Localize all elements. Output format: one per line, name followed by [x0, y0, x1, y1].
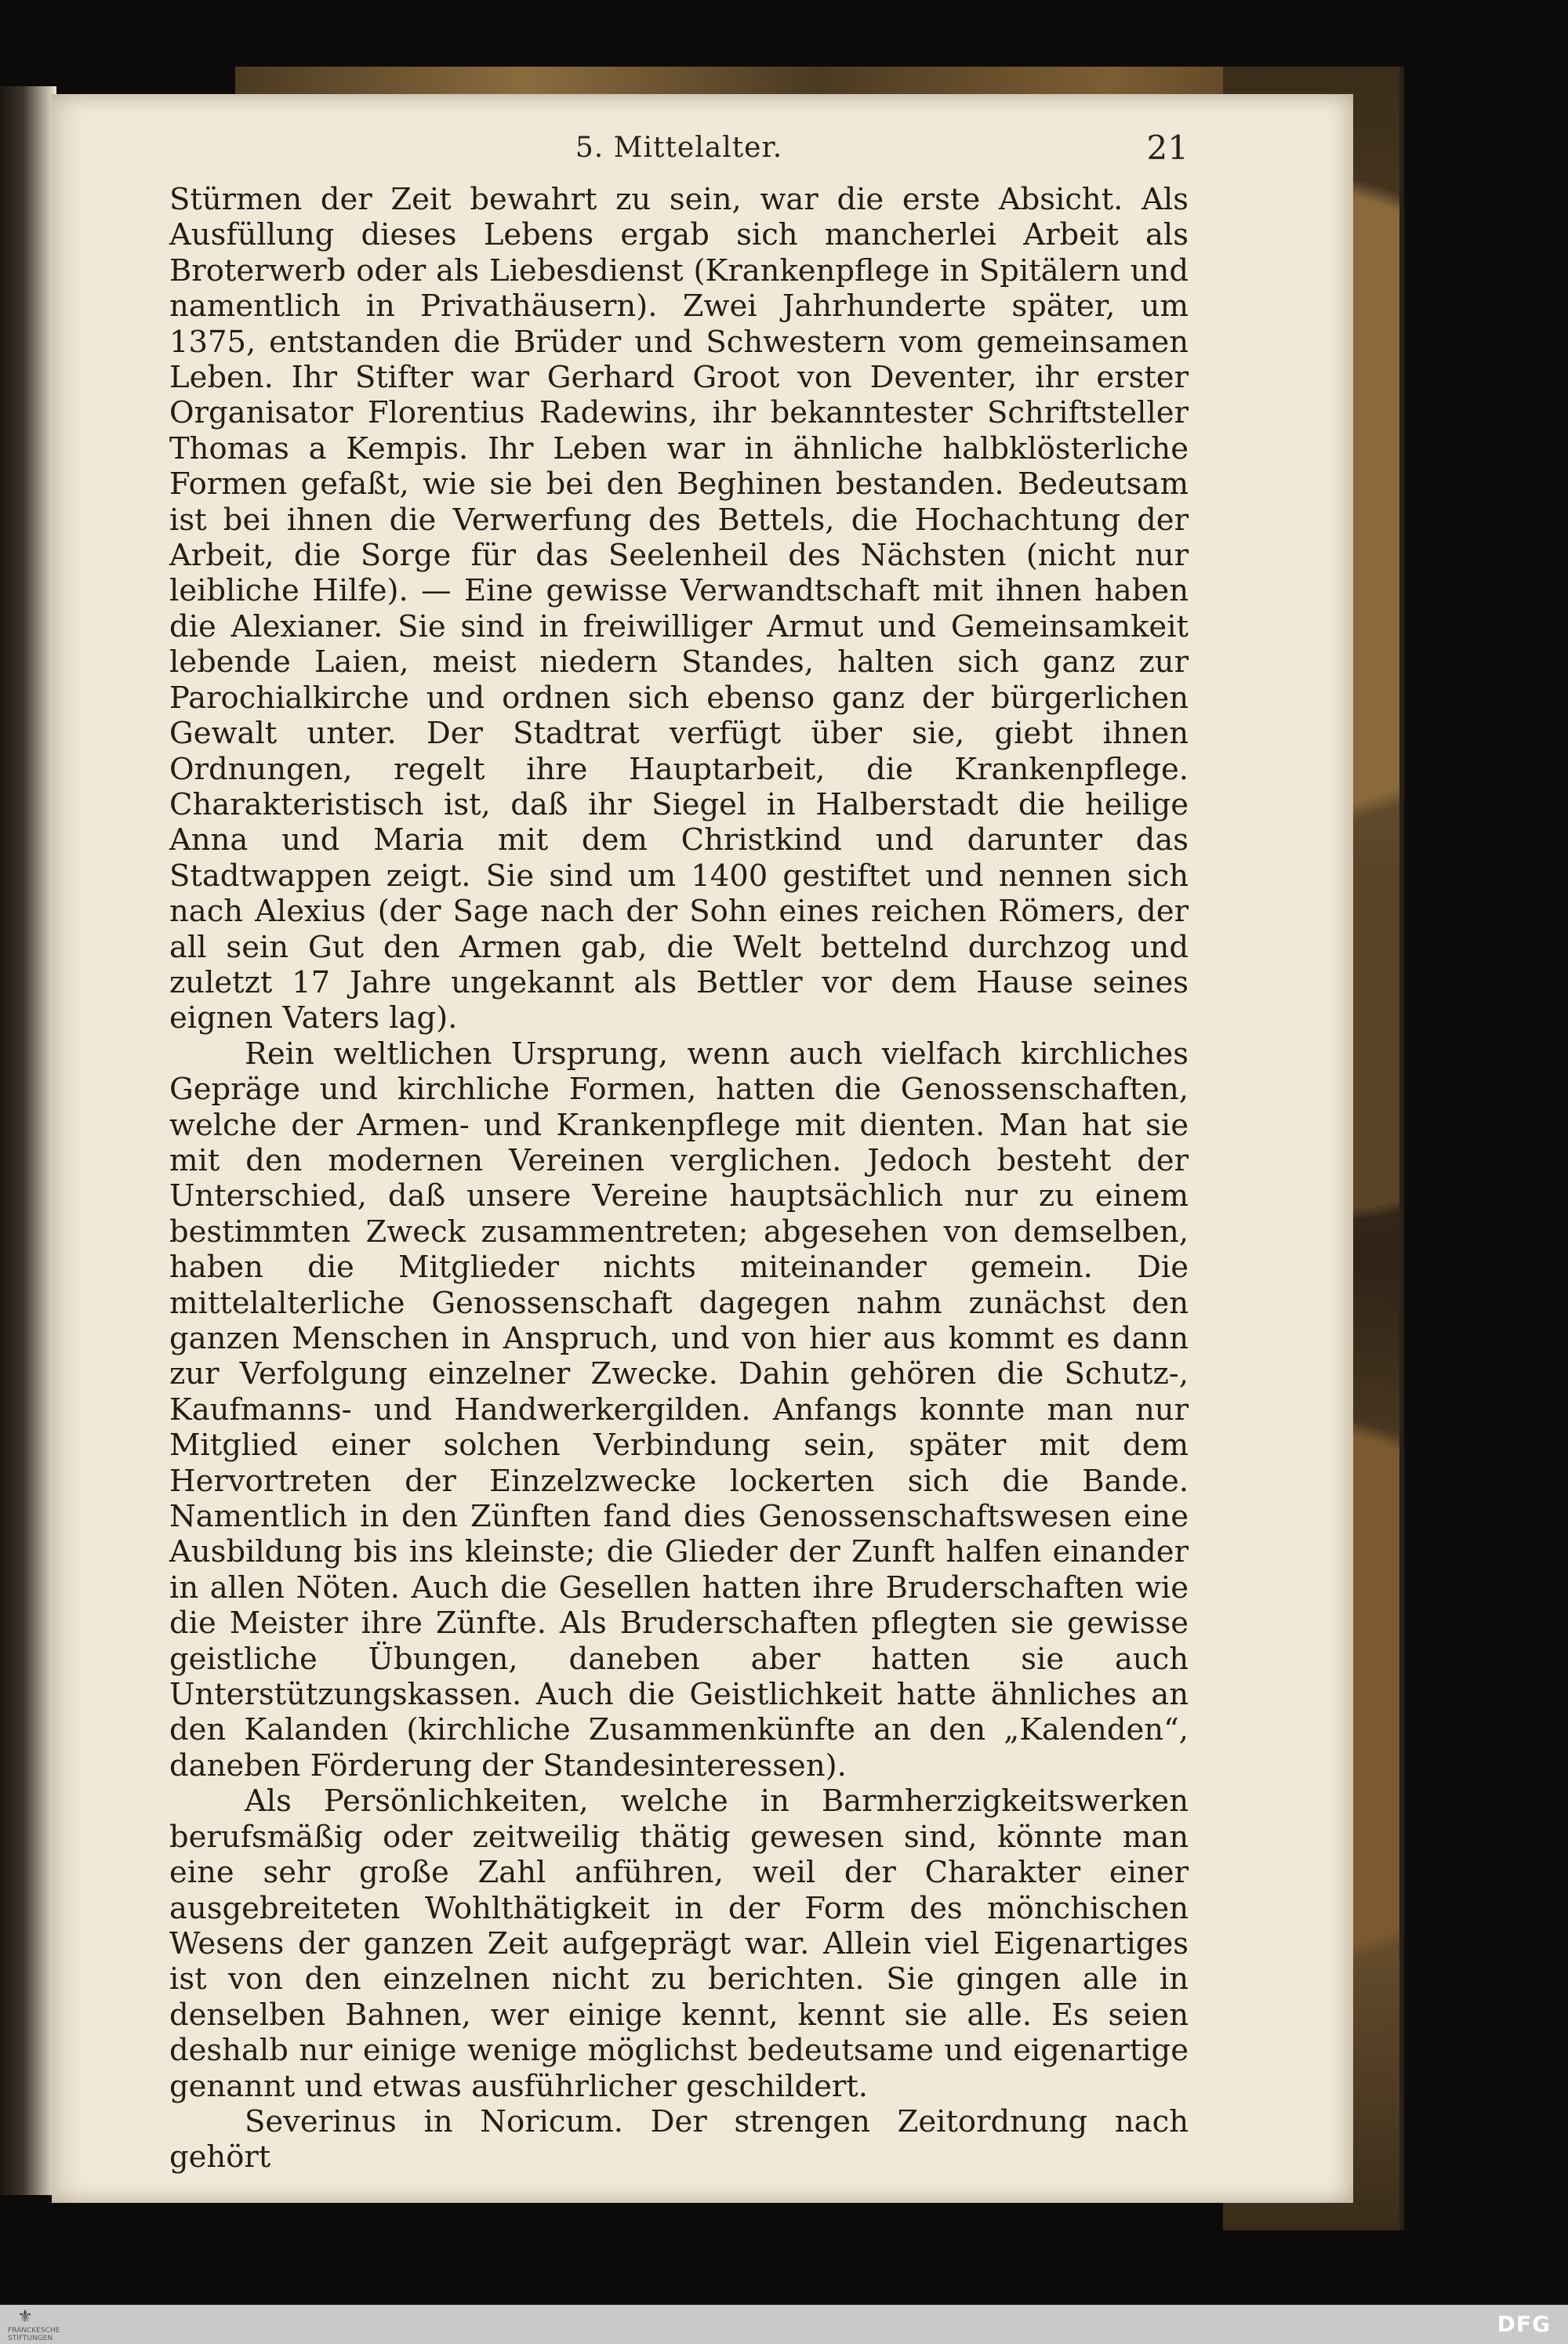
page-number: 21: [1146, 129, 1189, 167]
paragraph-genossenschaften: Rein weltlichen Ursprung, wenn auch vielfach kirchliches Gepräge und kirchliche Formen, hatten die Genossenschaften, welche der Armen- und Krankenpflege mit dienten. Man hat sie mit den modernen Vereinen verglichen. Jedoch besteht der Unterschied, daß unsere Vereine hauptsächlich nur zu einem bestimmten Zweck zusammentreten; abgesehen von demselben, haben die Mitglieder nichts miteinander gemein. Die mittelalterliche Genossenschaft dagegen nahm zunächst den ganzen Menschen in Anspruch, und von hier aus kommt es dann zur Verfolgung einzelner Zwecke. Dahin gehören die Schutz-, Kaufmanns- und Handwerkergilden. Anfangs konnte man nur Mitglied einer solchen Verbindung sein, später mit dem Hervortreten der Einzelzwecke lockerten sich die Bande. Namentlich in den Zünften fand dies Genossenschaftswesen eine Ausbildung bis ins kleinste; die Glieder der Zunft halfen einander in allen Nöten. Auch die Gesellen hatten ihre Bruderschaften wie die Meister ihre Zünfte. Als Bruderschaften pflegten sie gewisse geistliche Übungen, daneben aber hatten sie auch Unterstützungskassen. Auch die Geistlichkeit hatte ähnliches an den Kalanden (kirchliche Zusammenkünfte an den „Kalenden“, daneben Förderung der Standesinteressen).: [169, 1036, 1189, 1783]
viewer-footer-bar: [0, 2305, 1568, 2344]
paragraph-continued: Stürmen der Zeit bewahrt zu sein, war die erste Absicht. Als Ausfüllung dieses Lebens ergab sich mancherlei Arbeit als Broterwerb oder als Liebesdienst (Krankenpflege in Spitälern und namentlich in Privathäusern). Zwei Jahrhunderte später, um 1375, entstanden die Brüder und Schwestern vom gemeinsamen Leben. Ihr Stifter war Gerhard Groot von Deventer, ihr erster Organisator Florentius Radewins, ihr bekanntester Schriftsteller Thomas a Kempis. Ihr Leben war in ähnliche halbklösterliche Formen gefaßt, wie sie bei den Beghinen bestanden. Bedeutsam ist bei ihnen die Verwerfung des Bettels, die Hochachtung der Arbeit, die Sorge für das Seelenheil des Nächsten (nicht nur leibliche Hilfe). — Eine gewisse Verwandtschaft mit ihnen haben die Alexianer. Sie sind in freiwilliger Armut und Gemeinsamkeit lebende Laien, meist niedern Standes, halten sich ganz zur Parochialkirche und ordnen sich ebenso ganz der bürgerlichen Gewalt unter. Der Stadtrat verfügt über sie, giebt ihnen Ordnungen, regelt ihre Hauptarbeit, die Krankenpflege. Charakteristisch ist, daß ihr Siegel in Halberstadt die heilige Anna und Maria mit dem Christkind und darunter das Stadtwappen zeigt. Sie sind um 1400 gestiftet und nennen sich nach Alexius (der Sage nach der Sohn eines reichen Römers, der all sein Gut den Armen gab, die Welt bettelnd durchzog und zuletzt 17 Jahre ungekannt als Bettler vor dem Hause seines eignen Vaters lag).: [169, 182, 1189, 1036]
library-logo: [8, 2307, 60, 2342]
running-head: 5. Mittelalter.: [575, 132, 783, 164]
page-header: [169, 129, 1189, 179]
paragraph-persoenlichkeiten: Als Persönlichkeiten, welche in Barmherzigkeitswerken berufsmäßig oder zeitweilig thätig gewesen sind, könnte man eine sehr große Zahl anführen, weil der Charakter einer ausgebreiteten Wohlthätigkeit in der Form des mönchischen Wesens der ganzen Zeit aufgeprägt war. Allein viel Eigenartiges ist von den einzelnen nicht zu berichten. Sie gingen alle in denselben Bahnen, wer einige kennt, kennt sie alle. Es seien deshalb nur einige wenige möglichst bedeutsame und eigenartige genannt und etwas ausführlicher geschildert.: [169, 1783, 1189, 2104]
library-emblem-icon: ⚜: [17, 2307, 33, 2327]
dfg-logo: DFG: [1497, 2311, 1551, 2337]
body-text: [169, 182, 1189, 2175]
paragraph-severinus: Severinus in Noricum. Der strengen Zeitordnung nach gehört: [169, 2103, 1189, 2175]
page-gutter-shadow: [0, 86, 56, 2195]
library-label: FRANCKESCHE STIFTUNGEN: [8, 2327, 60, 2342]
